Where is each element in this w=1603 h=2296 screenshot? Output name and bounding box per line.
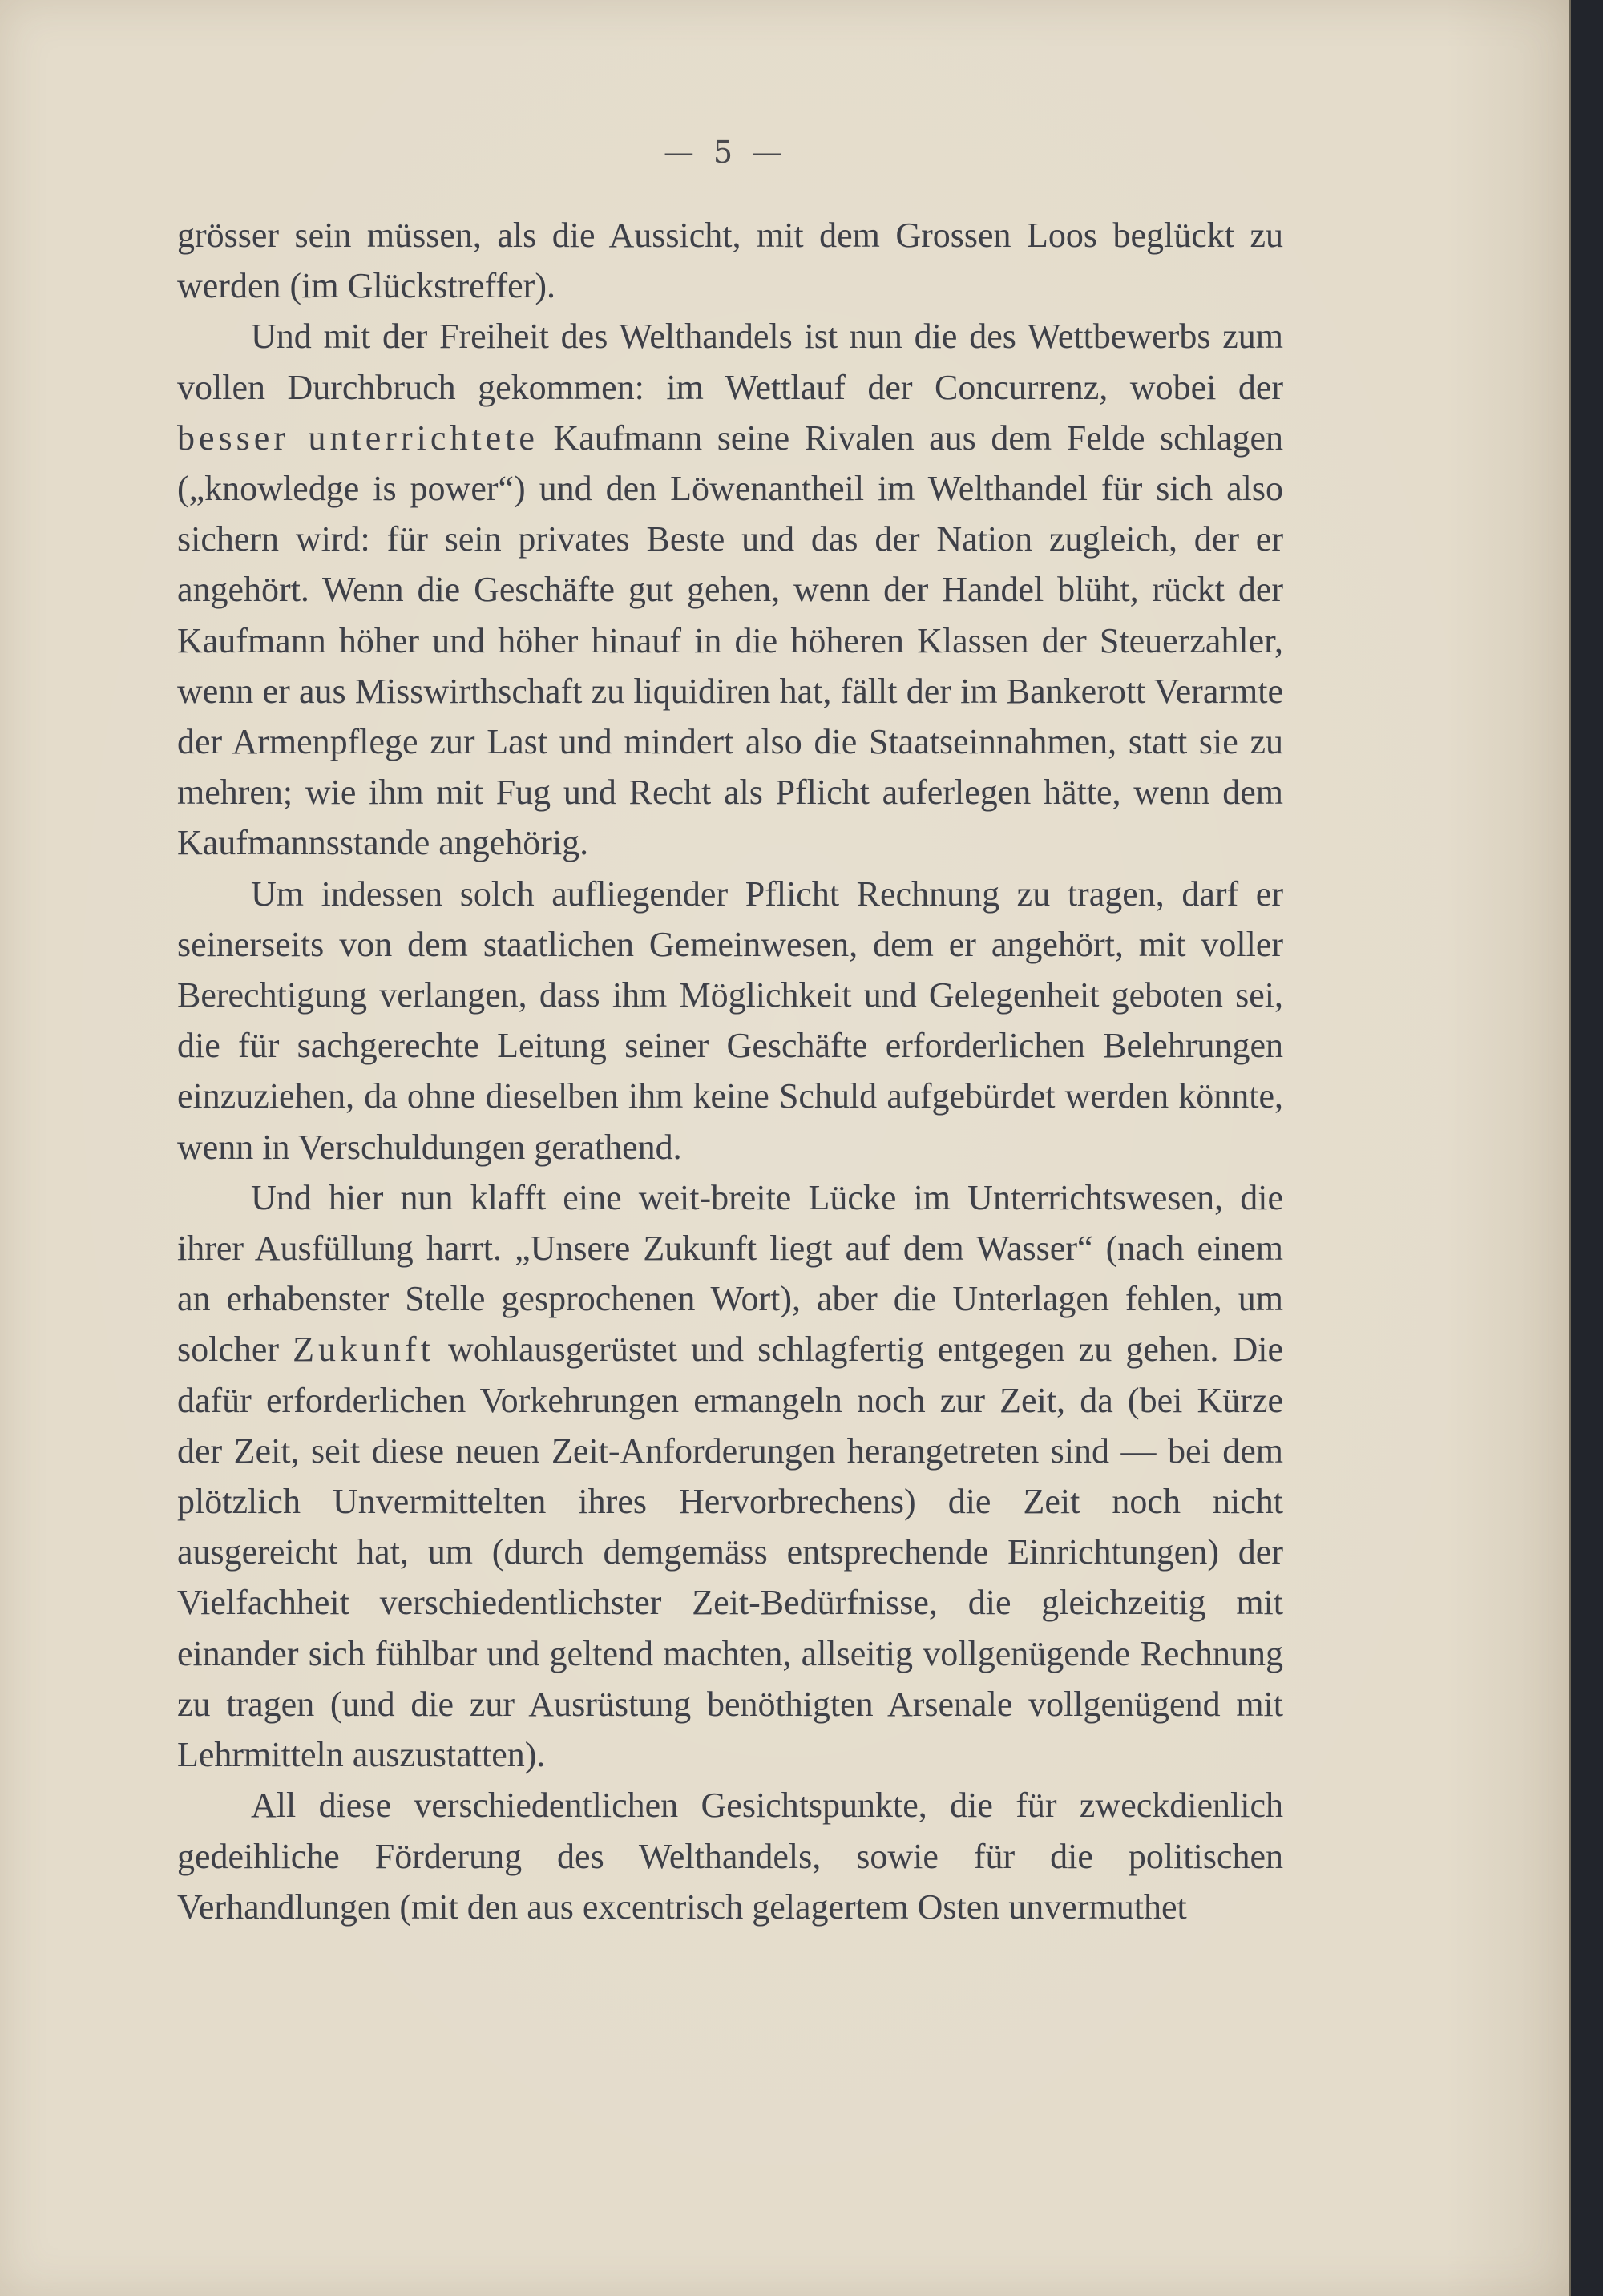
paragraph-5 [177,1780,1283,1932]
paragraph-text: Und mit der Freiheit des Welthandels ist nun die des Wettbewerbs zum vollen Durchbruch gekommen: im Wettlauf der Concurrenz, wobei der [177,317,1283,407]
paragraph-3 [177,869,1283,1172]
paragraph-text: Um indessen solch aufliegender Pflicht Rechnung zu tragen, darf er seinerseits von dem staatlichen Gemeinwesen, dem er angehört, mit voller Berechtigung verlangen, dass ihm Möglichkeit und Gelegenheit geboten sei, die für sachgerechte Leitung seiner Geschäfte erforderlichen Belehrungen einzuziehen, da ohne dieselben ihm keine Schuld aufgebürdet werden könnte, wenn in Verschuldungen gerathend. [177,874,1283,1167]
emphasized-text: besser unterrichtete [177,418,539,458]
paragraph-4 [177,1172,1283,1780]
emphasized-text: Zukunft [293,1330,434,1370]
paragraph-text: wohlausgerüstet und schlagfertig entgegen zu gehen. Die dafür erforderlichen Vorkehrungen ermangeln noch zur Zeit, da (bei Kürze der Zeit, seit diese neuen Zeit-Anforderungen herangetreten sind — bei dem plötzlich Unvermittelten ihres Hervorbrechens) die Zeit noch nicht ausgereicht hat, um (durch demgemäss entsprechende Einrichtungen) der Vielfachheit verschiedentlichster Zeit-Bedürfnisse, die gleichzeitig mit einander sich fühlbar und geltend machten, allseitig vollgenügende Rechnung zu tragen (und die zur Ausrüstung benöthigten Arsenale vollgenügend mit Lehrmitteln auszustatten). [177,1330,1283,1775]
page-number: — 5 — [663,135,788,170]
body-text [177,210,1283,1932]
paragraph-2 [177,311,1283,868]
paragraph-1 [177,210,1283,311]
book-spine [1571,0,1603,2296]
paragraph-text: grösser sein müssen, als die Aussicht, mit dem Grossen Loos beglückt zu werden (im Glückstreffer). [177,216,1283,306]
paragraph-text: All diese verschiedentlichen Gesichtspunkte, die für zweckdienlich gedeihliche Förderung des Welthandels, sowie für die politischen Verhandlungen (mit den aus excentrisch gelagertem Osten unvermuthet [177,1786,1283,1927]
paragraph-text: Kaufmann seine Rivalen aus dem Felde schlagen („knowledge is power“) und den Löwenantheil im Welthandel für sich also sichern wird: für sein privates Beste und das der Nation zugleich, der er angehört. Wenn die Geschäfte gut gehen, wenn der Handel blüht, rückt der Kaufmann höher und höher hinauf in die höheren Klassen der Steuerzahler, wenn er aus Misswirthschaft zu liquidiren hat, fällt der im Bankerott Verarmte der Armenpflege zur Last und mindert also die Staatseinnahmen, statt sie zu mehren; wie ihm mit Fug und Recht als Pflicht auferlegen hätte, wenn dem Kaufmannsstande angehörig. [177,418,1283,863]
paragraph-text: Und hier nun klafft eine weit-breite Lücke im Unterrichtswesen, die ihrer Ausfüllung harrt. „Unsere Zukunft liegt auf dem Wasser“ (nach einem an erhabenster Stelle gesprochenen Wort), aber die Unterlagen fehlen, um solcher [177,1177,1283,1370]
